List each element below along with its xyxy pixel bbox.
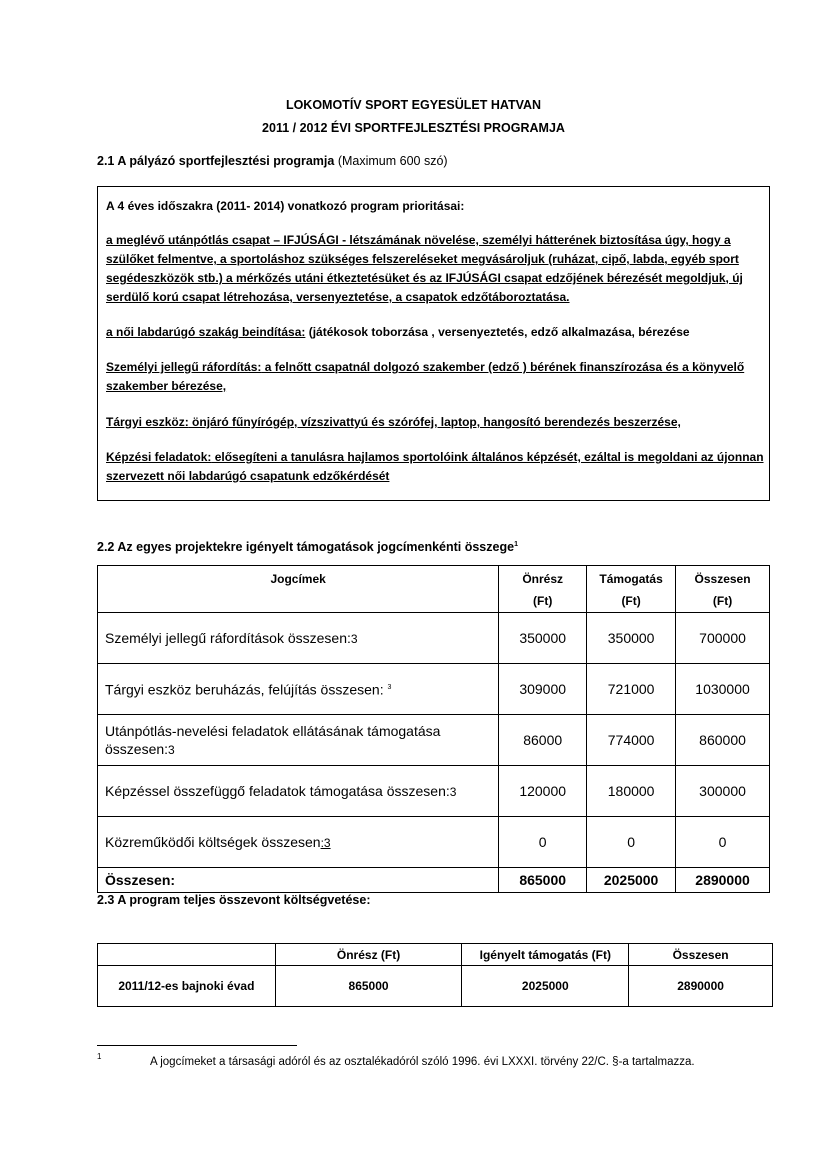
col-header-osszesen-label: Összesen — [694, 572, 751, 586]
priority-personnel-label: Személyi jellegű ráfordítás: — [106, 360, 262, 374]
row-osszesen: 1030000 — [676, 664, 770, 715]
total-onresz: 865000 — [499, 868, 587, 893]
row-tamogatas: 350000 — [587, 613, 676, 664]
row-tamogatas: 774000 — [587, 715, 676, 766]
support-by-title-table — [97, 565, 770, 893]
document-title-line2: 2011 / 2012 ÉVI SPORTFEJLESZTÉSI PROGRAMJA — [262, 121, 565, 135]
col-header-jogcimek: Jogcímek — [98, 566, 499, 613]
section-2-2-footnote-ref: 1 — [514, 540, 518, 548]
priority-training-label: Képzési feladatok: — [106, 450, 212, 464]
row-footnote-mark: 3 — [387, 684, 392, 692]
budget-col-header-onresz: Önrész (Ft) — [275, 944, 462, 966]
priorities-intro: A 4 éves időszakra (2011- 2014) vonatkozó program prioritásai: — [106, 199, 465, 213]
col-header-osszesen — [676, 566, 770, 613]
row-label-text: Tárgyi eszköz beruházás, felújítás összesen: — [105, 681, 388, 698]
row-osszesen: 700000 — [676, 613, 770, 664]
priority-personnel-text: a felnőtt csapatnál dolgozó szakember (edző ) bérének finanszírozása és a könyvelő szakember bérezése, — [106, 360, 745, 393]
budget-col-header-blank — [98, 944, 276, 966]
row-onresz: 120000 — [499, 766, 587, 817]
row-osszesen: 0 — [676, 817, 770, 868]
section-2-3-heading: 2.3 A program teljes összevont költségvetése: — [97, 893, 371, 907]
row-footnote-mark: 3 — [168, 742, 175, 757]
table-row — [98, 817, 770, 868]
row-footnote-mark: 3 — [350, 631, 358, 646]
footnote-separator — [97, 1045, 297, 1046]
row-tamogatas: 721000 — [587, 664, 676, 715]
total-label: Összesen: — [98, 868, 499, 893]
row-label — [98, 817, 499, 868]
row-label-text: Utánpótlás-nevelési feladatok ellátásának támogatása összesen: — [105, 722, 441, 757]
budget-row — [98, 966, 773, 1007]
col-header-onresz — [499, 566, 587, 613]
footnote-text: A jogcímeket a társasági adóról és az osztalékadóról szóló 1996. évi LXXXI. törvény 22/C. §-a tartalmazza. — [150, 1056, 695, 1068]
col-header-tamogatas-label: Támogatás — [599, 572, 663, 586]
row-osszesen: 300000 — [676, 766, 770, 817]
table-header-row — [98, 566, 770, 613]
budget-row-onresz: 865000 — [275, 966, 462, 1007]
row-label — [98, 613, 499, 664]
row-osszesen: 860000 — [676, 715, 770, 766]
budget-col-header-osszesen: Összesen — [629, 944, 773, 966]
row-label-text: Képzéssel összefüggő feladatok támogatása összesen: — [105, 782, 450, 799]
row-label — [98, 766, 499, 817]
priority-equipment-label: Tárgyi eszköz: — [106, 415, 189, 429]
row-footnote-mark: 3 — [449, 784, 457, 799]
total-tamogatas: 2025000 — [587, 868, 676, 893]
row-label — [98, 715, 499, 766]
priority-womens-football-text: (játékosok toborzása , versenyeztetés, edző alkalmazása, bérezése — [305, 325, 690, 339]
program-priorities-box — [97, 186, 770, 501]
row-tamogatas: 180000 — [587, 766, 676, 817]
row-onresz: 350000 — [499, 613, 587, 664]
budget-summary-table — [97, 943, 773, 1007]
section-2-2-heading-text: 2.2 Az egyes projektekre igényelt támogatások jogcímenkénti összege — [97, 540, 515, 554]
priority-training — [106, 448, 764, 486]
row-footnote-mark: :3 — [320, 835, 331, 850]
table-row — [98, 613, 770, 664]
table-total-row — [98, 868, 770, 893]
priority-personnel — [106, 358, 764, 396]
col-header-onresz-unit: (Ft) — [533, 594, 553, 608]
budget-header-row — [98, 944, 773, 966]
row-label — [98, 664, 499, 715]
priority-womens-football-label: a női labdarúgó szakág beindítása: — [106, 325, 306, 339]
footnote-number: 1 — [97, 1052, 102, 1061]
row-label-text: Személyi jellegű ráfordítások összesen: — [105, 629, 351, 646]
table-row — [98, 766, 770, 817]
priority-training-text: elősegíteni a tanulásra hajlamos sportolóink általános képzését, ezáltal is megoldani az újonnan szervezett női labdarúgó csapatunk edzőkérdését — [106, 450, 764, 483]
section-2-2-heading — [97, 540, 518, 554]
budget-col-header-igenyelt: Igényelt támogatás (Ft) — [462, 944, 629, 966]
section-2-1-heading-note: (Maximum 600 szó) — [337, 154, 448, 168]
col-header-osszesen-unit: (Ft) — [712, 594, 733, 608]
table-row — [98, 715, 770, 766]
row-onresz: 86000 — [499, 715, 587, 766]
budget-row-tamogatas: 2025000 — [462, 966, 629, 1007]
row-tamogatas: 0 — [587, 817, 676, 868]
section-2-1-heading-text: 2.1 A pályázó sportfejlesztési programja — [97, 154, 335, 168]
priority-womens-football — [106, 323, 764, 342]
priority-youth-team: a meglévő utánpótlás csapat – IFJÚSÁGI - létszámának növelése, személyi hátterének biztosítása úgy, hogy a szülőket felmentve, a sportoláshoz szükséges felszereléseket megvásároljuk (ruházat, cipő, labda, egyéb sport segédeszközök stb.) a mérkőzés utáni étkeztetésüket és az IFJÚSÁGI csapat edzőjének bérezését megoldjuk, új serdülő korú csapat létrehozása, versenyeztetése, a csapatok edzőtáboroztatása. — [106, 233, 743, 304]
col-header-tamogatas — [587, 566, 676, 613]
section-2-1-heading — [97, 154, 448, 168]
budget-row-osszesen: 2890000 — [629, 966, 773, 1007]
table-row — [98, 664, 770, 715]
row-onresz: 0 — [499, 817, 587, 868]
budget-row-label: 2011/12-es bajnoki évad — [98, 966, 276, 1007]
col-header-onresz-label: Önrész — [522, 572, 564, 586]
total-osszesen: 2890000 — [676, 868, 770, 893]
row-label-text: Közreműködői költségek összesen — [105, 833, 321, 850]
document-title-line1: LOKOMOTÍV SPORT EGYESÜLET HATVAN — [285, 98, 542, 112]
col-header-tamogatas-unit: (Ft) — [621, 594, 641, 608]
priority-equipment — [106, 413, 764, 432]
priority-equipment-text: önjáró fűnyírógép, vízszivattyú és szórófej, laptop, hangosító berendezés beszerzése, — [188, 415, 681, 429]
row-onresz: 309000 — [499, 664, 587, 715]
